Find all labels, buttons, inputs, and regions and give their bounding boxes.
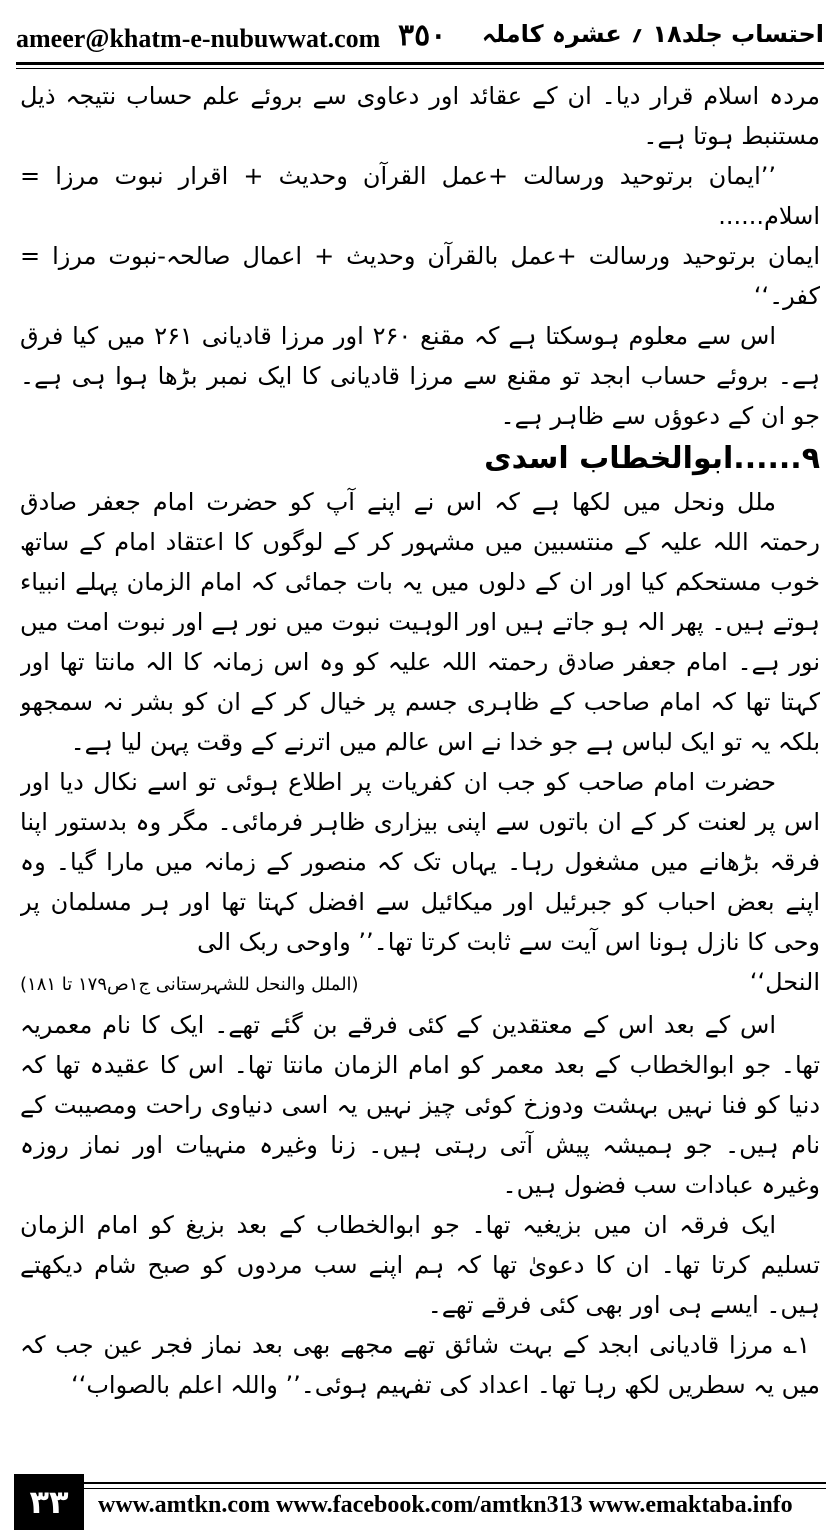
paragraph-4: حضرت امام صاحب کو جب ان کفریات پر اطلاع ہوئی تو اسے نکال دیا اور اس پر لعنت کر کے ان باتوں سے اپنی بیزاری ظاہر فرمائی۔ مگر وہ بدستور اپنا فرقہ بڑھانے میں مشغول رہا۔ یہاں تک کہ منصور کے زمانہ میں مارا گیا۔ وہ اپنے بعض احباب کو جبرئیل اور میکائیل سے افضل کہتا تھا اور ہر مسلمان پر وحی کا نازل ہونا اس آیت سے ثابت کرتا تھا۔’’ واوحی ربک الی	[20, 768, 820, 956]
header-rule-thin	[16, 68, 824, 69]
header-page-number: ٣٥٠	[398, 18, 447, 53]
footer-rule-thin	[14, 1488, 826, 1489]
quote-end: النحل‘‘	[749, 968, 820, 996]
paragraph-6: ایک فرقہ ان میں بزیغیہ تھا۔ جو ابوالخطاب کے بعد بزیغ کو امام الزمان تسلیم کرتا تھا۔ ان کا دعویٰ تھا کہ ہم اپنے سب مردوں کو صبح شام دیکھتے ہیں۔ ایسے ہی اور بھی کئی فرقے تھے۔	[20, 1211, 820, 1319]
formula-line-1: ’’ایمان برتوحید ورسالت +عمل القرآن وحدیث + اقرار نبوت مرزا = اسلام......	[20, 162, 820, 230]
paragraph-3: ملل ونحل میں لکھا ہے کہ اس نے اپنے آپ کو حضرت امام جعفر صادق رحمتہ اللہ علیہ کے منتسبین میں مشہور کر کے لوگوں کا اعتقاد امام کے ساتھ خوب مستحکم کیا اور ان کے دلوں میں یہ بات جمائی کہ امام الزمان پہلے انبیاء ہوتے ہیں۔ پھر الہ ہو جاتے ہیں اور الوہیت نبوت میں نور ہے اور نبوت امت میں نور ہے۔ امام جعفر صادق رحمتہ اللہ علیہ کو وہ اس زمانہ کا الہ مانتا تھا اور کہتا تھا کہ امام صاحب کے ظاہری جسم پر خیال کر کے ان کو بشر نہ سمجھو بلکہ یہ تو ایک لباس ہے جو خدا نے اس عالم میں اترنے کے وقت پہن لیا ہے۔	[20, 488, 820, 756]
header-rule	[16, 62, 824, 65]
page-body	[20, 76, 820, 1466]
paragraph-5: اس کے بعد اس کے معتقدین کے کئی فرقے بن گئے تھے۔ ایک کا نام معمریہ تھا۔ جو ابوالخطاب کے بعد معمر کو امام الزمان مانتا تھا۔ اس کا عقیدہ تھا کہ دنیا کو فنا نہیں بہشت ودوزخ کوئی چیز نہیں یہ اسی دنیاوی راحت ومصیبت کے نام ہیں۔ جو ہمیشہ پیش آتی رہتی ہیں۔ زنا وغیرہ منہیات اور نماز روزہ وغیرہ عبادات سب فضول ہیں۔	[20, 1011, 820, 1199]
paragraph-2: اس سے معلوم ہوسکتا ہے کہ مقنع ۲۶۰ اور مرزا قادیانی ۲۶۱ میں کیا فرق ہے۔ بروئے حساب ابجد تو مقنع سے مرزا قادیانی کا ایک نمبر بڑھا ہوا ہی ہے۔ جو ان کے دعوؤں سے ظاہر ہے۔	[20, 322, 820, 430]
section-heading: ۹......ابوالخطاب اسدی	[484, 441, 820, 476]
footer-rule	[14, 1482, 826, 1484]
footer-links[interactable]: www.amtkn.com www.facebook.com/amtkn313 www.emaktaba.info	[98, 1492, 793, 1518]
paragraph-1: مردہ اسلام قرار دیا۔ ان کے عقائد اور دعاوی سے بروئے علم حساب نتیجہ ذیل مستنبط ہوتا ہے۔	[20, 82, 820, 150]
header-email: ameer@khatm-e-nubuwwat.com	[16, 24, 381, 53]
citation-line	[20, 962, 820, 1005]
footnote: ۱؎ مرزا قادیانی ابجد کے بہت شائق تھے مجھے بھی بعد نماز فجر عین جب کہ میں یہ سطریں لکھ رہا تھا۔ اعداد کی تفہیم ہوئی۔’’ واللہ اعلم بالصواب‘‘	[20, 1331, 820, 1399]
citation: (الملل والنحل للشہرستانی ج۱ص۱۷۹ تا ۱۸۱)	[20, 974, 359, 995]
formula-line-2: ایمان برتوحید ورسالت +عمل بالقرآن وحدیث + اعمال صالحہ-نبوت مرزا = کفر۔‘‘	[20, 242, 820, 310]
page-footer	[14, 1474, 826, 1530]
page-header	[16, 14, 824, 60]
header-book-title: احتساب جلد۱۸ ؍ عشرہ کاملہ	[481, 20, 824, 48]
footer-page-number: ٣٣	[14, 1474, 84, 1530]
